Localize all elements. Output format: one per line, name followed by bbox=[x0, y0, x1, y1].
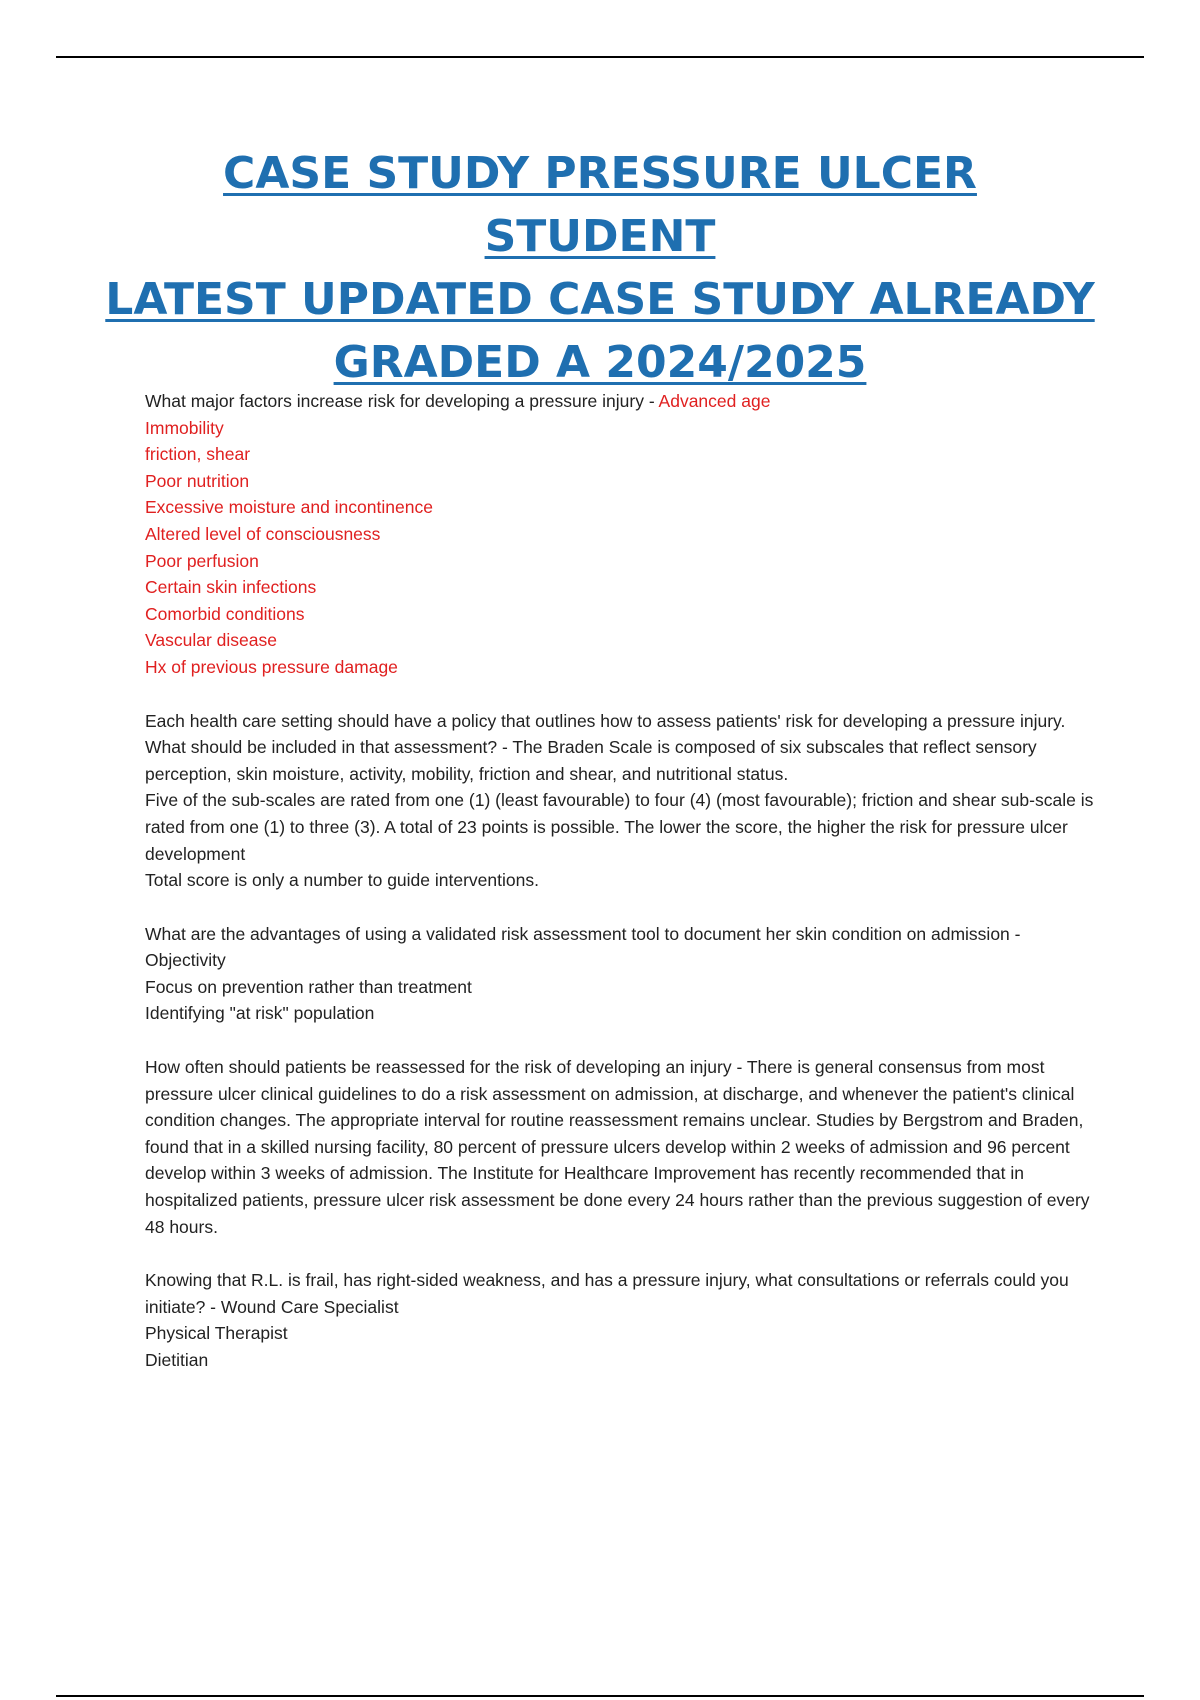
answer-line: Poor perfusion bbox=[145, 550, 259, 571]
qa-paragraph: Dietitian bbox=[145, 1350, 209, 1370]
qa-paragraph: Physical Therapist bbox=[145, 1323, 288, 1344]
answer-line: friction, shear bbox=[145, 444, 251, 465]
answer-line: Immobility bbox=[145, 417, 224, 438]
answer-text: Advanced age bbox=[658, 391, 771, 411]
title-line-2: LATEST UPDATED CASE STUDY ALREADY bbox=[105, 274, 1095, 325]
qa-paragraph: Knowing that R.L. is frail, has right-sided weakness, and has a pressure injury, what consultations or referrals could you initiate? - Wound Care Specialist bbox=[145, 1270, 1069, 1317]
qa-paragraph: Each health care setting should have a policy that outlines how to assess patients' risk for developing a pressure injury. What should be included in that assessment? - The Braden Scale is composed of six subscales that reflect sensory perception, skin moisture, activity, mobility, friction and shear, and nutritional status. bbox=[145, 710, 1066, 784]
qa-paragraph: Total score is only a number to guide interventions. bbox=[145, 870, 539, 891]
title-line-3: GRADED A 2024/2025 bbox=[333, 337, 867, 388]
answer-line: Hx of previous pressure damage bbox=[145, 656, 398, 677]
answer-line: Vascular disease bbox=[145, 630, 277, 651]
answer-line: Comorbid conditions bbox=[145, 603, 305, 624]
qa-paragraph: What are the advantages of using a validated risk assessment tool to document her skin condition on admission - Objectivity bbox=[145, 923, 1021, 971]
qa-referrals bbox=[145, 1267, 1095, 1373]
qa-tool-advantages bbox=[145, 921, 1095, 1027]
answer-line: Poor nutrition bbox=[145, 470, 250, 491]
qa-paragraph: Identifying "at risk" population bbox=[145, 1003, 375, 1024]
qa-paragraph: Five of the sub-scales are rated from one (1) (least favourable) to four (4) (most favourable); friction and shear sub-scale is rated from one (1) to three (3). A total of 23 points is possible. The lower the score, the higher the risk for pressure ulcer development bbox=[145, 790, 1094, 864]
title-line-1: CASE STUDY PRESSURE ULCER STUDENT bbox=[223, 148, 977, 262]
question-text: What major factors increase risk for developing a pressure injury - bbox=[145, 391, 659, 411]
document-title bbox=[100, 142, 1100, 394]
qa-assessment-policy bbox=[145, 708, 1095, 894]
top-divider-line bbox=[56, 56, 1144, 58]
qa-reassessment-frequency bbox=[145, 1054, 1095, 1240]
question-line bbox=[145, 388, 1095, 415]
answer-line: Excessive moisture and incontinence bbox=[145, 497, 433, 518]
qa-risk-factors bbox=[145, 388, 1095, 681]
bottom-divider-line bbox=[56, 1695, 1144, 1697]
qa-paragraph: How often should patients be reassessed for the risk of developing an injury - There is general consensus from most pressure ulcer clinical guidelines to do a risk assessment on admission, at discharge, and whenever the patient's clinical condition changes. The appropriate interval for routine reassessment remains unclear. Studies by Bergstrom and Braden, found that in a skilled nursing facility, 80 percent of pressure ulcers develop within 2 weeks of admission and 96 percent develop within 3 weeks of admission. The Institute for Healthcare Improvement has recently recommended that in hospitalized patients, pressure ulcer risk assessment be done every 24 hours rather than the previous suggestion of every 48 hours. bbox=[145, 1057, 1090, 1237]
qa-paragraph: Focus on prevention rather than treatment bbox=[145, 976, 472, 997]
answer-line: Certain skin infections bbox=[145, 577, 317, 598]
answer-line: Altered level of consciousness bbox=[145, 523, 381, 544]
document-body bbox=[145, 388, 1095, 1401]
